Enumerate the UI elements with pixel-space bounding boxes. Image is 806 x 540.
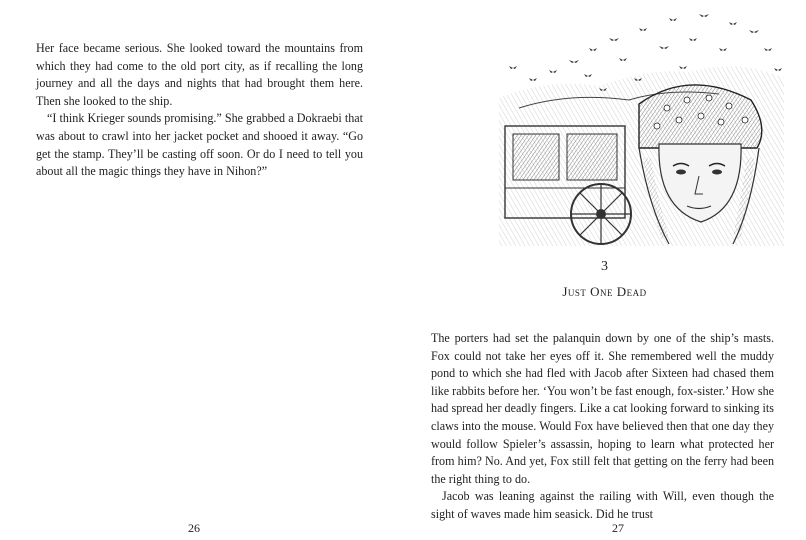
left-paragraph-1: Her face became serious. She looked toward the mountains from which they had come to the old port city, as if recalling the long journey and all the days and nights that had brought them here. Then she looked to the ship.	[36, 41, 363, 108]
page-number-left: 26	[188, 521, 200, 535]
right-page	[403, 0, 806, 540]
chapter-number: 3	[601, 259, 608, 274]
page-number-right: 27	[612, 521, 624, 535]
right-page-text	[431, 330, 774, 524]
left-paragraph-2: “I think Krieger sounds promising.” She grabbed a Dokraebi that was about to crawl into her jacket pocket and shooed it away. “Go get the stamp. They’ll be casting off soon. Or do I need to tell you about all the magic things they have in Nihon?”	[36, 111, 363, 179]
chapter-illustration	[489, 8, 789, 246]
chapter-title: Just One Dead	[562, 284, 647, 299]
left-page-text	[36, 40, 363, 181]
right-paragraph-2: Jacob was leaning against the railing with Will, even though the sight of waves made him seasick. Did he trust	[431, 489, 774, 521]
right-paragraph-1: The porters had set the palanquin down by one of the ship’s masts. Fox could not take her eyes off it. She remembered well the muddy pond to which she had fled with Jacob after Sixteen had chased them like rabbits before her. ‘You won’t be fast enough, fox-sister.’ How she had spread her deadly fingers. Like a cat looking forward to sinking its claws into the mouse. Would Fox have believed then that one day they would follow Spieler’s assassin, hoping to learn what protected her from him? No. And yet, Fox still felt that getting on the ferry had been the right thing to do.	[431, 331, 774, 486]
left-page	[0, 0, 400, 540]
